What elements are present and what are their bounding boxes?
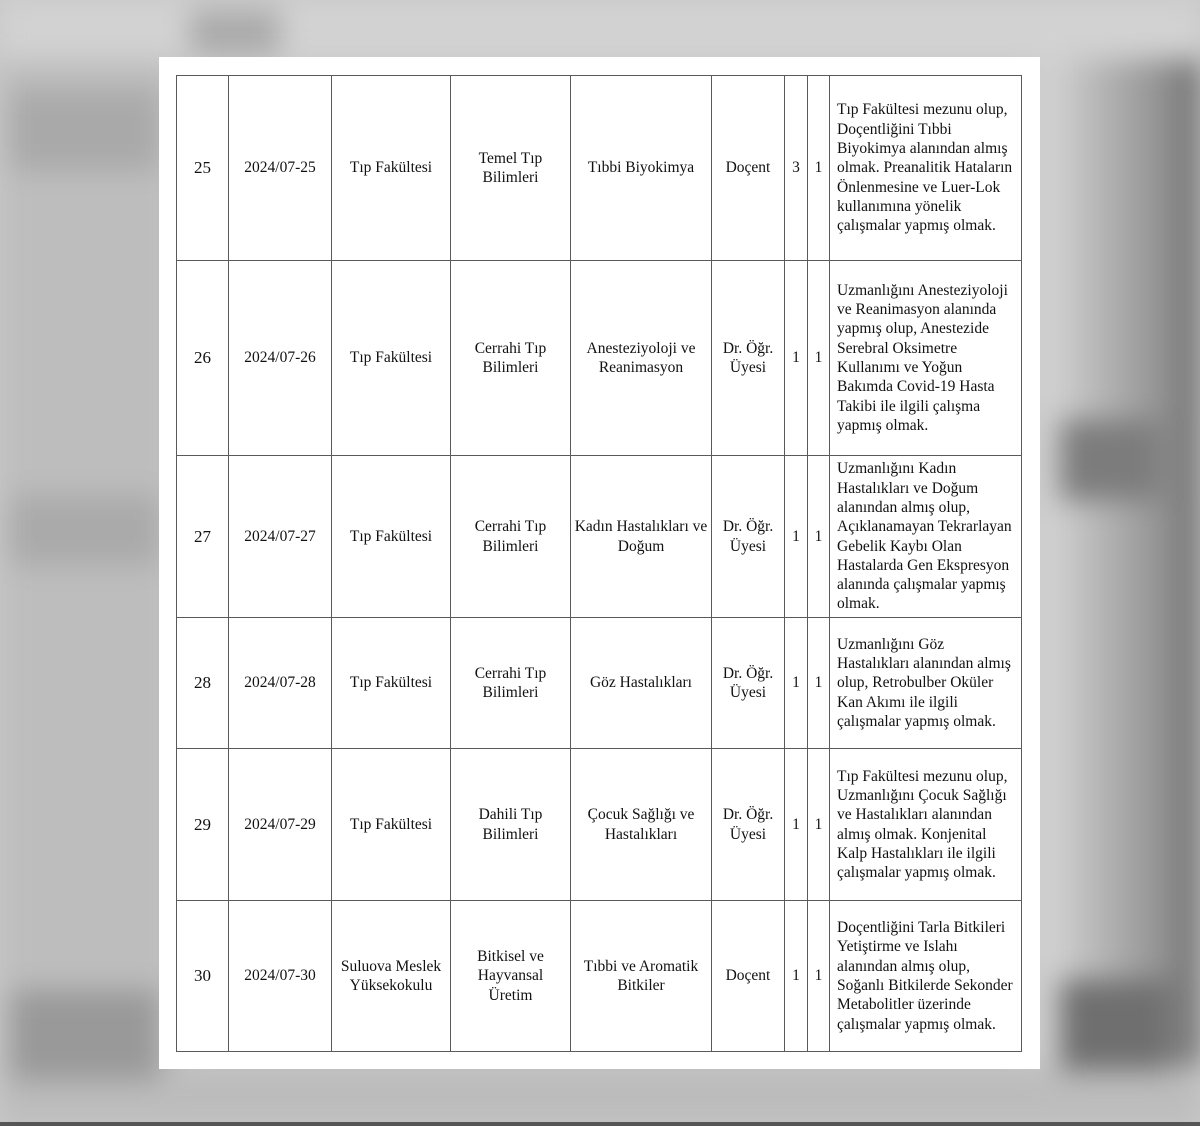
department: Dahili Tıp Bilimleri	[451, 749, 571, 901]
department: Bitkisel ve Hayvansal Üretim	[451, 901, 571, 1052]
requirement-text: Doçentliğini Tarla Bitkileri Yetiştirme ve Islahı alanından almış olup, Soğanlı Bitkilerde Sekonder Metabolitler üzerinde çalışmalar yapmış olmak.	[830, 901, 1022, 1052]
row-number: 28	[177, 618, 229, 749]
table-row	[177, 456, 1022, 618]
department: Cerrahi Tıp Bilimleri	[451, 456, 571, 618]
bottom-edge	[0, 1122, 1200, 1126]
academic-title: Doçent	[712, 76, 785, 261]
announcement-code: 2024/07-28	[229, 618, 332, 749]
field: Anesteziyoloji ve Reanimasyon	[571, 261, 712, 456]
field: Göz Hastalıkları	[571, 618, 712, 749]
faculty: Tıp Fakültesi	[332, 618, 451, 749]
academic-title: Doçent	[712, 901, 785, 1052]
announcement-code: 2024/07-27	[229, 456, 332, 618]
degree: 1	[785, 901, 808, 1052]
faculty: Tıp Fakültesi	[332, 76, 451, 261]
announcement-code: 2024/07-29	[229, 749, 332, 901]
faculty: Tıp Fakültesi	[332, 749, 451, 901]
academic-title: Dr. Öğr. Üyesi	[712, 456, 785, 618]
table-row	[177, 261, 1022, 456]
requirement-text: Uzmanlığını Kadın Hastalıkları ve Doğum alanından almış olup, Açıklanamayan Tekrarlayan Gebelik Kaybı Olan Hastalarda Gen Ekspresyon alanında çalışmalar yapmış olmak.	[830, 456, 1022, 618]
position-count: 1	[808, 456, 830, 618]
academic-title: Dr. Öğr. Üyesi	[712, 618, 785, 749]
announcement-code: 2024/07-26	[229, 261, 332, 456]
row-number: 26	[177, 261, 229, 456]
degree: 3	[785, 76, 808, 261]
field: Kadın Hastalıkları ve Doğum	[571, 456, 712, 618]
field: Tıbbi Biyokimya	[571, 76, 712, 261]
degree: 1	[785, 618, 808, 749]
field: Çocuk Sağlığı ve Hastalıkları	[571, 749, 712, 901]
position-count: 1	[808, 749, 830, 901]
department: Temel Tıp Bilimleri	[451, 76, 571, 261]
row-number: 30	[177, 901, 229, 1052]
row-number: 27	[177, 456, 229, 618]
document-page	[159, 57, 1040, 1069]
faculty: Tıp Fakültesi	[332, 261, 451, 456]
position-count: 1	[808, 901, 830, 1052]
position-count: 1	[808, 618, 830, 749]
field: Tıbbi ve Aromatik Bitkiler	[571, 901, 712, 1052]
requirement-text: Tıp Fakültesi mezunu olup, Uzmanlığını Çocuk Sağlığı ve Hastalıkları alanından almış olmak. Konjenital Kalp Hastalıkları ile ilgili çalışmalar yapmış olmak.	[830, 749, 1022, 901]
faculty: Tıp Fakültesi	[332, 456, 451, 618]
position-count: 1	[808, 261, 830, 456]
positions-table	[176, 75, 1022, 1052]
announcement-code: 2024/07-30	[229, 901, 332, 1052]
row-number: 25	[177, 76, 229, 261]
table-row	[177, 618, 1022, 749]
table-row	[177, 76, 1022, 261]
row-number: 29	[177, 749, 229, 901]
degree: 1	[785, 456, 808, 618]
academic-title: Dr. Öğr. Üyesi	[712, 749, 785, 901]
faculty: Suluova Meslek Yüksekokulu	[332, 901, 451, 1052]
requirement-text: Uzmanlığını Anesteziyoloji ve Reanimasyon alanında yapmış olup, Anestezide Serebral Oksimetre Kullanımı ve Yoğun Bakımda Covid-19 Hasta Takibi ile ilgili çalışma yapmış olmak.	[830, 261, 1022, 456]
requirement-text: Uzmanlığını Göz Hastalıkları alanından almış olup, Retrobulber Oküler Kan Akımı ile ilgili çalışmalar yapmış olmak.	[830, 618, 1022, 749]
department: Cerrahi Tıp Bilimleri	[451, 618, 571, 749]
position-count: 1	[808, 76, 830, 261]
announcement-code: 2024/07-25	[229, 76, 332, 261]
table-row	[177, 901, 1022, 1052]
requirement-text: Tıp Fakültesi mezunu olup, Doçentliğini Tıbbi Biyokimya alanından almış olmak. Preanalitik Hataların Önlenmesine ve Luer-Lok kullanımına yönelik çalışmalar yapmış olmak.	[830, 76, 1022, 261]
degree: 1	[785, 261, 808, 456]
table-row	[177, 749, 1022, 901]
department: Cerrahi Tıp Bilimleri	[451, 261, 571, 456]
academic-title: Dr. Öğr. Üyesi	[712, 261, 785, 456]
degree: 1	[785, 749, 808, 901]
